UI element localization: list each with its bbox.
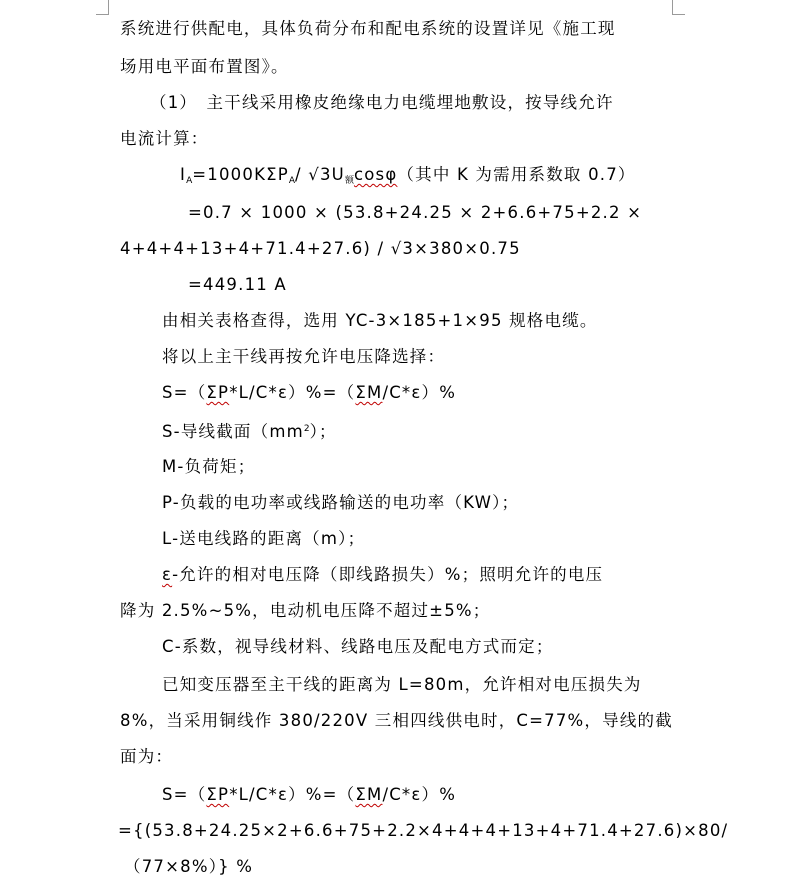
text-line: 系统进行供配电，具体负荷分布和配电系统的设置详见《施工现 — [120, 19, 616, 38]
text-line: M-负荷矩； — [162, 457, 256, 476]
text-line: （1） 主干线采用橡皮绝缘电力电缆埋地敷设，按导线允许 — [150, 93, 614, 112]
definition-epsilon: ε-允许的相对电压降（即线路损失）%；照明允许的电压 — [162, 565, 604, 584]
text-line: 已知变压器至主干线的距离为 L=80m，允许相对电压损失为 — [162, 675, 642, 694]
text-line: C-系数，视导线材料、线路电压及配电方式而定； — [162, 637, 554, 656]
text-line: 面为： — [120, 747, 174, 766]
crop-mark-right — [672, 0, 685, 15]
text-line: 8%，当采用铜线作 380/220V 三相四线供电时，C=77%，导线的截 — [120, 711, 673, 730]
text-line: 场用电平面布置图》。 — [120, 57, 289, 76]
text-line: L-送电线路的距离（m）； — [162, 529, 366, 548]
text-line: ={(53.8+24.25×2+6.6+75+2.2×4+4+4+13+4+71.4+27.6)×80/ — [118, 821, 729, 840]
text-line: 由相关表格查得，选用 YC-3×185+1×95 规格电缆。 — [162, 311, 598, 330]
text-line: 电流计算： — [120, 129, 209, 148]
crop-mark-left — [96, 0, 109, 15]
text-line: 将以上主干线再按允许电压降选择： — [162, 347, 446, 366]
formula-s-repeat: S=（ΣP*L/C*ε）%=（ΣM/C*ε）% — [162, 785, 457, 804]
text-line: 4+4+4+13+4+71.4+27.6) / √3×380×0.75 — [120, 239, 521, 258]
definition-s: S-导线截面$(mm^2)$； — [162, 422, 337, 441]
text-line: P-负载的电功率或线路输送的电功率（KW）； — [162, 493, 520, 512]
formula-ia: $I_A=1000K\Sigma P_A/$ $√3U_额\cos\varphi$（其中 K 为需用系数取 0.7） — [180, 165, 636, 186]
text-line: =449.11 A — [188, 275, 287, 294]
formula-s: S=（ΣP*L/C*ε）%=（ΣM/C*ε）% — [162, 383, 457, 402]
text-line: （77×8%）} % — [124, 857, 254, 876]
text-line: =0.7 × 1000 × (53.8+24.25 × 2+6.6+75+2.2 × — [188, 203, 643, 222]
text-line: 降为 2.5%~5%，电动机电压降不超过±5%； — [120, 601, 491, 620]
